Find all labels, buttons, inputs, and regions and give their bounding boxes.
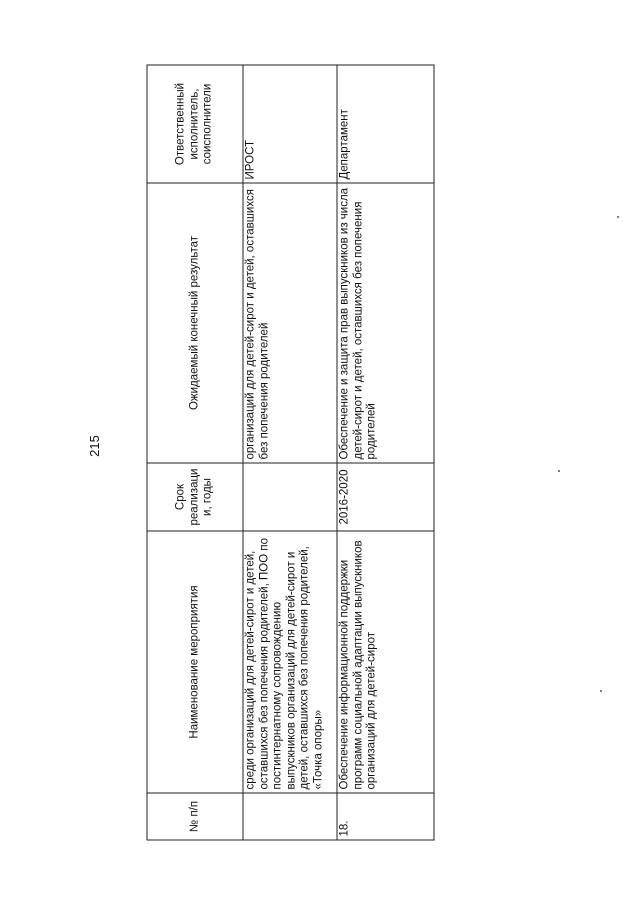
header-term: Срок реализации, годы xyxy=(147,463,243,531)
header-executor: Ответственный исполнитель, соисполнители xyxy=(147,65,243,183)
row-executor: ИРОСТ xyxy=(243,65,337,183)
row-term xyxy=(243,463,337,531)
row-num: 18. xyxy=(337,793,434,840)
row-num xyxy=(243,793,337,840)
row-name: Обеспечение информационной поддержки программ социальной адаптации выпускников организаций для детей-сирот xyxy=(337,531,434,793)
header-num: № п/п xyxy=(147,793,243,840)
row-name: среди организаций для детей-сирот и детей, оставшихся без попечения родителей, ПОО по постинтернатному сопровождению выпускников организаций для детей-сирот и детей, оставшихся без попечения родителей, «Точка опоры» xyxy=(243,531,337,793)
rotated-table-frame xyxy=(147,66,640,841)
row-executor: Департамент xyxy=(337,65,434,183)
table-row xyxy=(337,65,434,840)
table-header-row xyxy=(147,65,243,840)
row-result: Обеспечение и защита прав выпускников из числа детей-сирот и детей, оставшихся без попечения родителей xyxy=(337,183,434,463)
page-number: 215 xyxy=(87,435,102,457)
header-name: Наименование мероприятия xyxy=(147,531,243,793)
header-result: Ожидаемый конечный результат xyxy=(147,183,243,463)
row-result: организаций для детей-сирот и детей, оставшихся без попечения родителей xyxy=(243,183,337,463)
scan-speck xyxy=(558,470,560,472)
table-row xyxy=(243,65,337,840)
activities-table xyxy=(147,65,435,841)
scan-speck xyxy=(617,216,619,218)
row-term: 2016-2020 xyxy=(337,463,434,531)
scan-speck xyxy=(600,690,602,692)
